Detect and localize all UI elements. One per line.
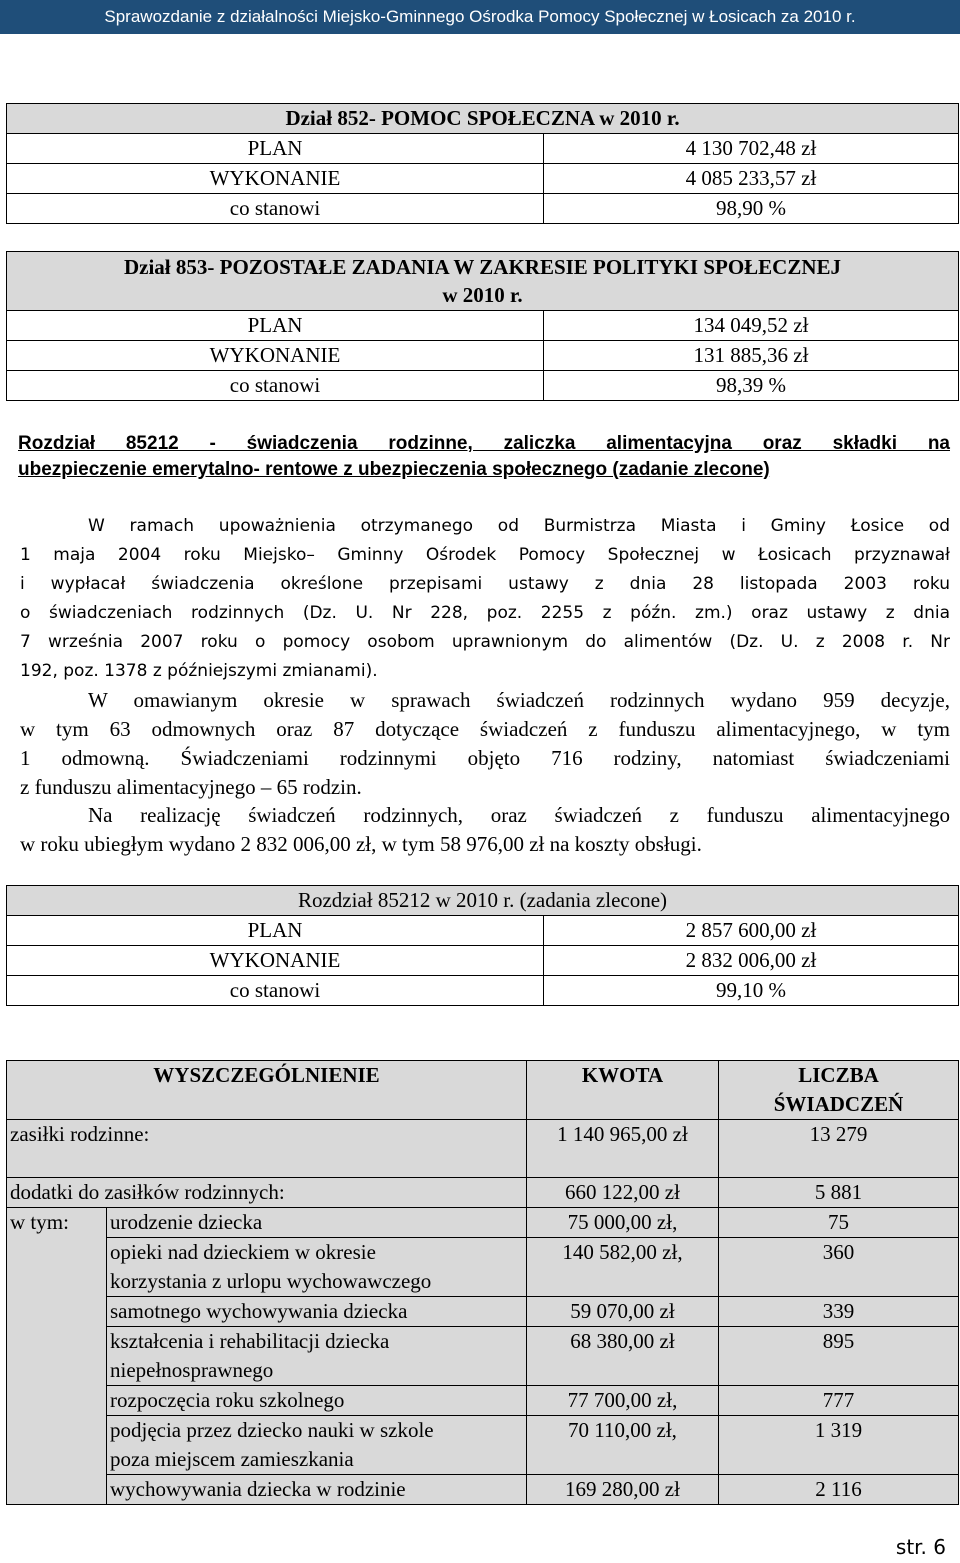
item-count: 2 116: [719, 1475, 959, 1505]
row-label: co stanowi: [7, 194, 544, 224]
page-number: str. 6: [895, 1535, 946, 1559]
row-label: WYKONANIE: [7, 946, 544, 976]
document-header: Sprawozdanie z działalności Miejsko-Gminnego Ośrodka Pomocy Społecznej w Łosicach za 2010 r.: [0, 0, 960, 34]
item-count: 75: [719, 1208, 959, 1238]
dzial-853-table: [6, 251, 959, 401]
item-amount: 68 380,00 zł: [527, 1327, 719, 1386]
paragraph-3: [20, 801, 950, 859]
row-label: PLAN: [7, 134, 544, 164]
row-value: 4 130 702,48 zł: [544, 134, 959, 164]
para1-line: 1 maja 2004 roku Miejsko– Gminny Ośrodek Pomocy Społecznej w Łosicach przyznawał: [20, 545, 950, 565]
wtym-label: w tym:: [7, 1208, 107, 1505]
dodatki-amount: 660 122,00 zł: [527, 1178, 719, 1208]
para1-line: i wypłacał świadczenia określone przepisami ustawy z dnia 28 listopada 2003 roku: [20, 574, 950, 594]
header-wyszczegolnienie: WYSZCZEGÓLNIENIE: [7, 1061, 527, 1120]
item-amount: 77 700,00 zł,: [527, 1386, 719, 1416]
header-liczba: [719, 1061, 959, 1120]
item-label-line1: opieki nad dzieckiem w okresie: [110, 1240, 376, 1264]
zasilki-count: 13 279: [719, 1120, 959, 1178]
item-count: 360: [719, 1238, 959, 1297]
item-count: 895: [719, 1327, 959, 1386]
dzial-853-title: [7, 252, 959, 311]
benefits-table: [6, 1060, 959, 1505]
para3-line: Na realizację świadczeń rodzinnych, oraz świadczeń z funduszu alimentacyjnego: [88, 803, 950, 827]
dzial-853-title-line2: w 2010 r.: [442, 283, 523, 307]
row-value: 99,10 %: [544, 976, 959, 1006]
item-count: 339: [719, 1297, 959, 1327]
item-label: samotnego wychowywania dziecka: [107, 1297, 527, 1327]
para1-line: o świadczeniach rodzinnych (Dz. U. Nr 228, poz. 2255 z późn. zm.) oraz ustawy z dnia: [20, 603, 950, 623]
item-label: [107, 1416, 527, 1475]
item-label: [107, 1327, 527, 1386]
zasilki-label: zasiłki rodzinne:: [7, 1120, 527, 1178]
item-label: [107, 1238, 527, 1297]
rozdzial-85212-title: Rozdział 85212 w 2010 r. (zadania zlecone): [7, 886, 959, 916]
rozdzial-heading: [18, 431, 950, 483]
dodatki-label: dodatki do zasiłków rodzinnych:: [7, 1178, 527, 1208]
item-amount: 75 000,00 zł,: [527, 1208, 719, 1238]
para2-line: 1 odmowną. Świadczeniami rodzinnymi objęto 716 rodziny, natomiast świadczeniami: [20, 746, 950, 770]
para1-line: W ramach upoważnienia otrzymanego od Burmistrza Miasta i Gminy Łosice od: [88, 516, 950, 536]
para2-line: w tym 63 odmownych oraz 87 dotyczące świadczeń z funduszu alimentacyjnego, w tym: [20, 717, 950, 741]
item-count: 1 319: [719, 1416, 959, 1475]
para2-line: W omawianym okresie w sprawach świadczeń rodzinnych wydano 959 decyzje,: [88, 688, 950, 712]
header-liczba-line2: ŚWIADCZEŃ: [773, 1092, 904, 1116]
item-label-line1: kształcenia i rehabilitacji dziecka: [110, 1329, 390, 1353]
item-label: wychowywania dziecka w rodzinie: [107, 1475, 527, 1505]
item-label-line2: poza miejscem zamieszkania: [110, 1447, 354, 1471]
row-value: 134 049,52 zł: [544, 311, 959, 341]
item-amount: 169 280,00 zł: [527, 1475, 719, 1505]
row-label: PLAN: [7, 916, 544, 946]
item-amount: 70 110,00 zł,: [527, 1416, 719, 1475]
para1-line: 7 września 2007 roku o pomocy osobom uprawnionym do alimentów (Dz. U. z 2008 r. Nr: [20, 632, 950, 652]
para2-line: z funduszu alimentacyjnego – 65 rodzin.: [20, 775, 362, 799]
paragraph-1: [20, 512, 950, 686]
zasilki-amount: 1 140 965,00 zł: [527, 1120, 719, 1178]
row-value: 2 832 006,00 zł: [544, 946, 959, 976]
row-value: 2 857 600,00 zł: [544, 916, 959, 946]
paragraph-2: [20, 686, 950, 802]
item-label-line2: niepełnosprawnego: [110, 1358, 274, 1382]
row-label: PLAN: [7, 311, 544, 341]
row-value: 4 085 233,57 zł: [544, 164, 959, 194]
rozdzial-heading-line1: Rozdział 85212 - świadczenia rodzinne, zaliczka alimentacyjna oraz składki na: [18, 433, 950, 454]
item-count: 777: [719, 1386, 959, 1416]
dzial-852-table: [6, 103, 959, 224]
row-label: co stanowi: [7, 976, 544, 1006]
item-label: rozpoczęcia roku szkolnego: [107, 1386, 527, 1416]
rozdzial-heading-line2: ubezpieczenie emerytalno- rentowe z ubezpieczenia społecznego (zadanie zlecone): [18, 459, 770, 480]
dodatki-count: 5 881: [719, 1178, 959, 1208]
rozdzial-85212-table: [6, 885, 959, 1006]
row-label: co stanowi: [7, 371, 544, 401]
item-amount: 59 070,00 zł: [527, 1297, 719, 1327]
dzial-852-title: Dział 852- POMOC SPOŁECZNA w 2010 r.: [7, 104, 959, 134]
item-label-line1: podjęcia przez dziecko nauki w szkole: [110, 1418, 434, 1442]
item-amount: 140 582,00 zł,: [527, 1238, 719, 1297]
row-value: 98,39 %: [544, 371, 959, 401]
para3-line: w roku ubiegłym wydano 2 832 006,00 zł, w tym 58 976,00 zł na koszty obsługi.: [20, 832, 702, 856]
row-label: WYKONANIE: [7, 341, 544, 371]
row-value: 131 885,36 zł: [544, 341, 959, 371]
row-label: WYKONANIE: [7, 164, 544, 194]
item-label-line2: korzystania z urlopu wychowawczego: [110, 1269, 432, 1293]
header-liczba-line1: LICZBA: [798, 1063, 879, 1087]
row-value: 98,90 %: [544, 194, 959, 224]
dzial-853-title-line1: Dział 853- POZOSTAŁE ZADANIA W ZAKRESIE POLITYKI SPOŁECZNEJ: [123, 255, 842, 279]
para1-line: 192, poz. 1378 z późniejszymi zmianami).: [20, 661, 378, 681]
item-label: urodzenie dziecka: [107, 1208, 527, 1238]
header-kwota: KWOTA: [527, 1061, 719, 1120]
